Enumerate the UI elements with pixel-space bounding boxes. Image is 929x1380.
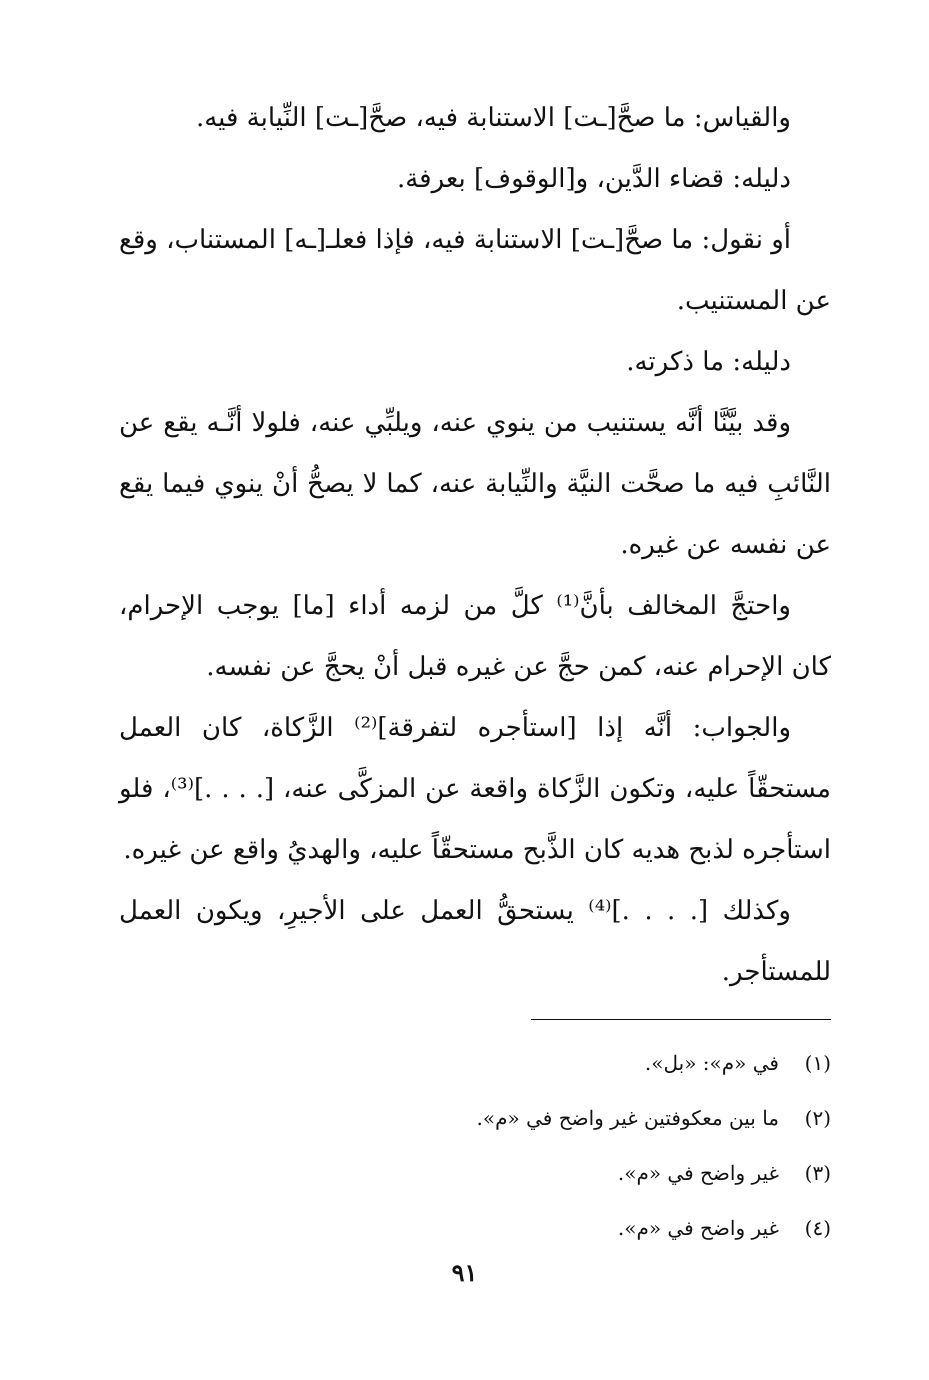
footnote-text: ما بين معكوفتين غير واضح في «م». (476, 1106, 779, 1130)
footnote-text: غير واضح في «م». (617, 1216, 779, 1240)
footnote-number: (٢) (804, 1106, 831, 1130)
main-text (119, 88, 831, 1003)
paragraph-bayyanna: وقد بيَّنَّا أنَّه يستنيب من ينوي عنه، ويلبِّي عنه، فلولا أنَّـه يقع عن النَّائبِ فيه ما صحَّت النيَّة والنِّيابة عنه، كما لا يصحُّ أنْ ينوي فيما يقع عن نفسه عن غيره. (119, 408, 831, 560)
page-number: ٩١ (451, 1258, 478, 1287)
footnote-number: (٣) (804, 1161, 831, 1185)
footnote-item (119, 1146, 831, 1201)
footnote-item (119, 1201, 831, 1256)
paragraph-ihtajja: واحتجَّ المخالف بأنَّ⁽¹⁾ كلَّ من لزمه أداء [ما] يوجب الإحرام، كان الإحرام عنه، كمن حجَّ عن غيره قبل أنْ يحجَّ عن نفسه. (119, 591, 831, 682)
paragraph-kadhalik: وكذلك [. . . .]⁽⁴⁾ يستحقُّ العمل على الأجيرِ، ويكون العمل للمستأجر. (119, 896, 831, 987)
footnote-item (119, 1091, 831, 1146)
footnote-text: في «م»: «بل». (644, 1051, 779, 1075)
footnote-text: غير واضح في «م». (617, 1161, 779, 1185)
footnotes (119, 1036, 831, 1256)
paragraph-aw-naqul: أو نقول: ما صحَّ[ـت] الاستنابة فيه، فإذا فعلـ[ـه] المستناب، وقع عن المستنيب. (119, 225, 831, 316)
footnote-number: (١) (804, 1051, 831, 1075)
footnote-number: (٤) (804, 1216, 831, 1240)
footnote-separator (531, 1019, 831, 1020)
footnote-item (119, 1036, 831, 1091)
paragraph-jawab: والجواب: أنَّه إذا [استأجره لتفرقة]⁽²⁾ الزَّكاة، كان العمل مستحقّاً عليه، وتكون الزَّكاة واقعة عن المزكَّى عنه، [. . . .]⁽³⁾، فلو استأجره لذبح هديه كان الذَّبح مستحقّاً عليه، والهديُ واقع عن غيره. (119, 713, 831, 865)
paragraph-dalil-2: دليله: ما ذكرته. (626, 347, 791, 377)
paragraph-dalil-1: دليله: قضاء الدَّين، و[الوقوف] بعرفة. (396, 164, 791, 194)
paragraph-qiyas: والقياس: ما صحَّ[ـت] الاستنابة فيه، صحَّ[ـت] النِّيابة فيه. (195, 103, 791, 133)
